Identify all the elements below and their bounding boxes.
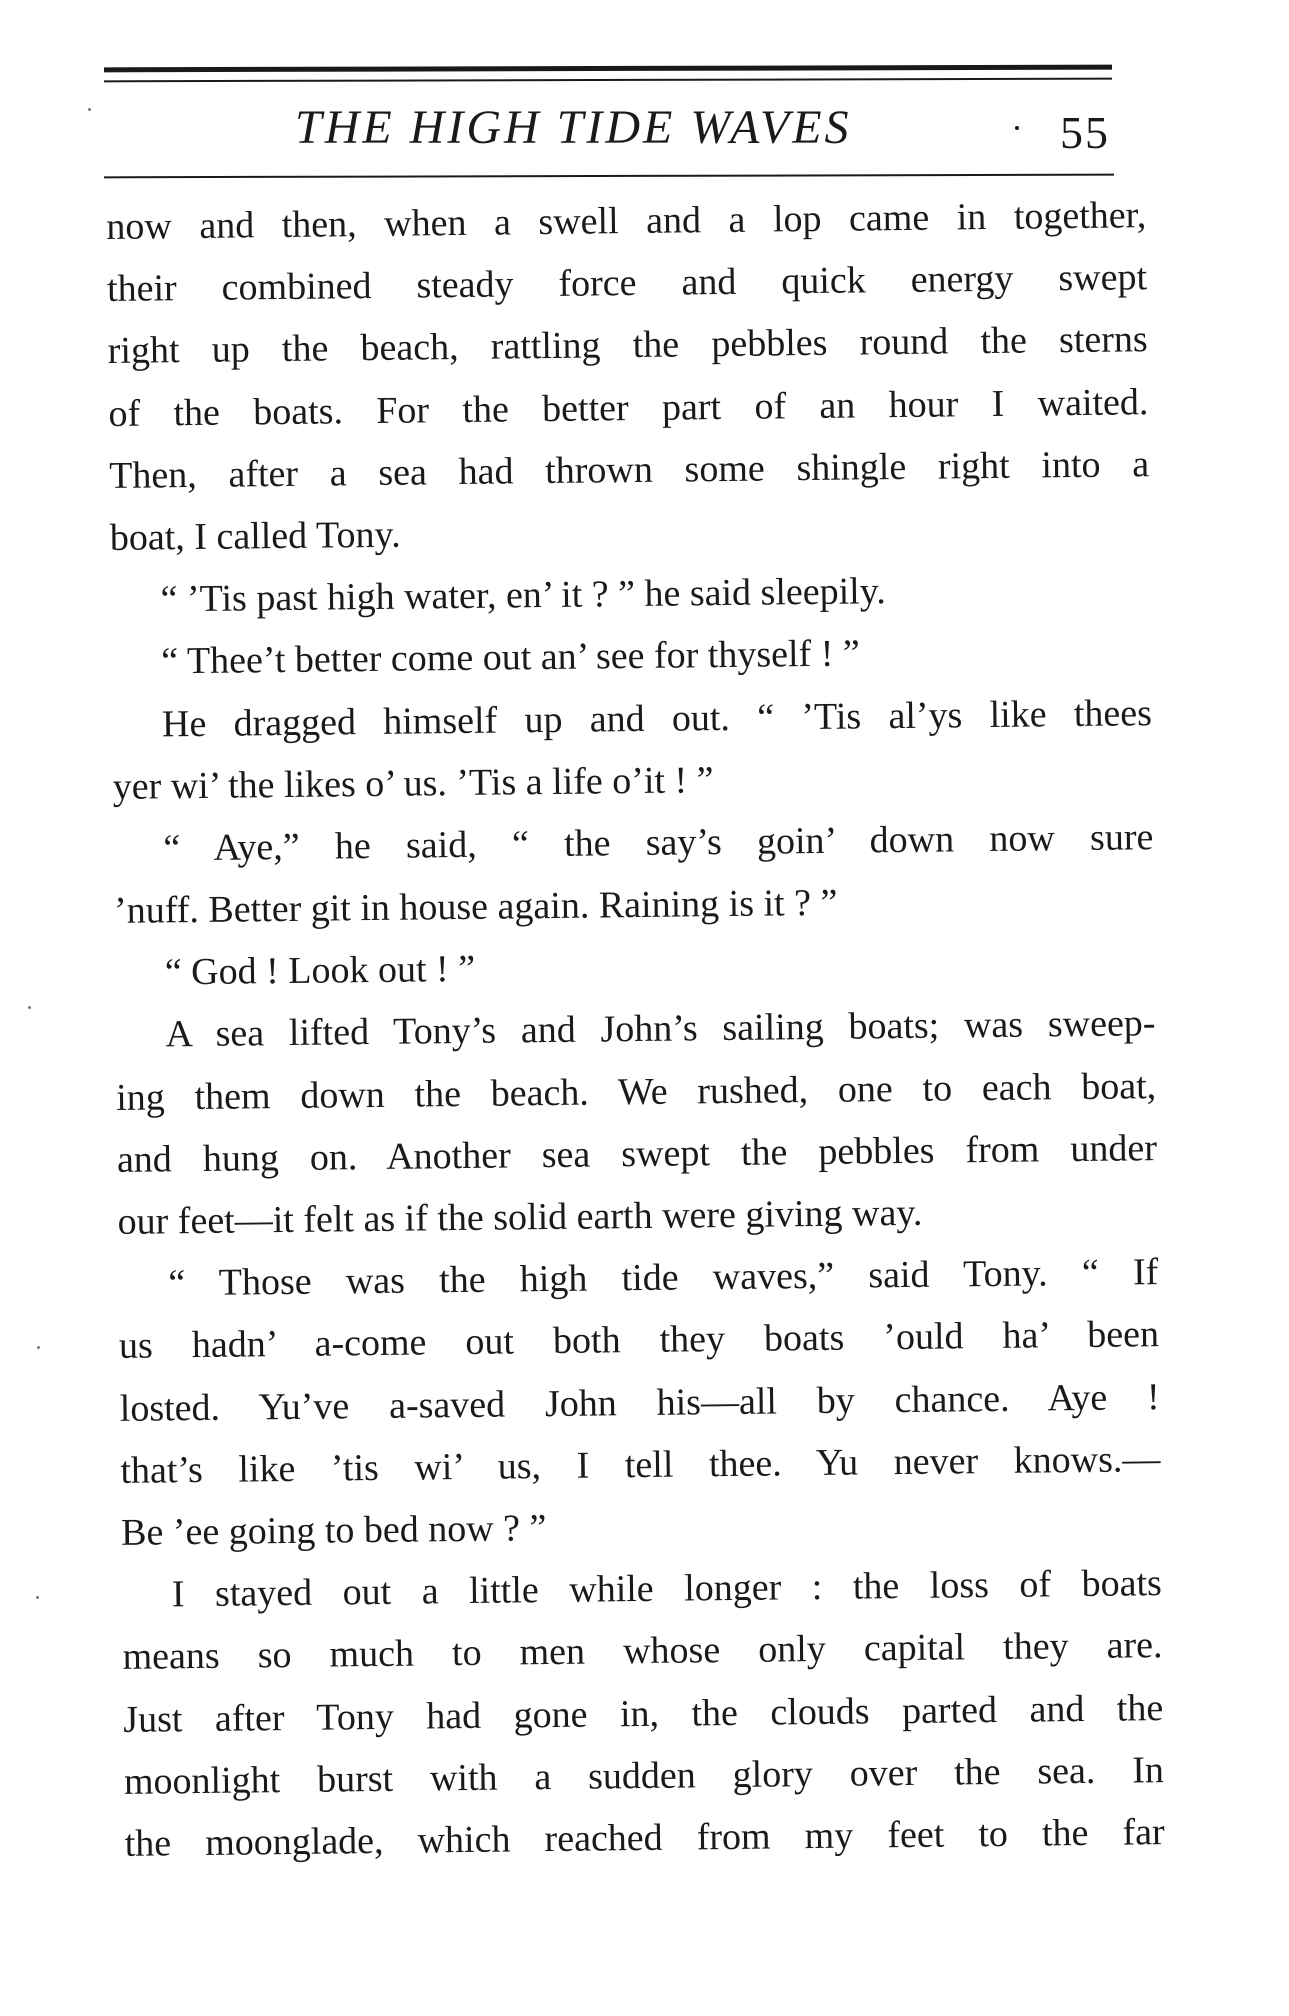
text-line — [108, 371, 1149, 445]
text-line — [107, 246, 1148, 320]
text-line-content: Just after Tony had gone in, the clouds parted and the — [123, 1686, 1164, 1741]
text-line — [111, 619, 1152, 693]
text-line-content: ing them down the beach. We rushed, one to each boat, — [115, 1064, 1157, 1119]
text-line-content: losted. Yu’ve a-saved John his—all by chance. Aye ! — [119, 1375, 1160, 1430]
text-line — [119, 1304, 1160, 1378]
text-line — [117, 1179, 1158, 1253]
text-line — [110, 495, 1151, 569]
text-line-content: moonlight burst with a sudden glory over the sea. In — [123, 1748, 1165, 1803]
text-line — [115, 993, 1156, 1067]
text-line-content: “ Those was the high tide waves,” said Tony. “ If — [168, 1251, 1159, 1305]
text-line — [112, 744, 1153, 818]
text-line-content: I stayed out a little while longer : the loss of boats — [171, 1562, 1163, 1616]
text-line — [120, 1428, 1161, 1502]
text-line — [116, 1055, 1157, 1129]
text-line — [121, 1490, 1162, 1564]
text-line — [122, 1552, 1163, 1626]
body-text — [106, 184, 1165, 1875]
text-line-content: “ God ! Look out ! ” — [164, 948, 476, 994]
header-rule-thin — [104, 78, 1112, 83]
text-line — [117, 1117, 1158, 1191]
page-number: 55 — [1060, 107, 1110, 158]
text-line-content: us hadn’ a-come out both they boats ’ould ha’ been — [118, 1313, 1160, 1368]
text-line — [123, 1677, 1164, 1751]
text-line-content: Then, after a sea had thrown some shingle right into a — [108, 442, 1150, 497]
text-line — [119, 1366, 1160, 1440]
text-line — [106, 184, 1147, 258]
paper-speck — [28, 1006, 31, 1009]
text-line — [110, 557, 1151, 631]
text-line-content: boat, I called Tony. — [109, 513, 401, 559]
text-line-content: the moonglade, which reached from my feet to the far — [124, 1810, 1165, 1865]
text-line-content: that’s like ’tis wi’ us, I tell thee. Yu never knows.— — [120, 1437, 1161, 1492]
text-line-content: their combined steady force and quick energy swept — [106, 256, 1148, 311]
text-line-content: Be ’ee going to bed now ? ” — [120, 1507, 547, 1554]
text-line-content: “ Aye,” he said, “ the say’s goin’ down now sure — [163, 816, 1154, 870]
text-line-content: and hung on. Another sea swept the pebbles from under — [116, 1126, 1158, 1181]
text-line — [114, 868, 1155, 942]
text-line-content: yer wi’ the likes o’ us. ’Tis a life o’it ! ” — [112, 758, 714, 808]
paper-speck — [36, 1596, 39, 1599]
text-line-content: He dragged himself up and out. “ ’Tis al’ys like thees — [161, 691, 1153, 745]
text-line — [112, 682, 1153, 756]
text-line-content: ’nuff. Better git in house again. Raining is it ? ” — [113, 881, 838, 933]
text-line — [124, 1801, 1165, 1875]
text-line-content: our feet—it felt as if the solid earth were giving way. — [117, 1191, 923, 1243]
text-line — [107, 309, 1148, 383]
text-line-content: means so much to men whose only capital they are. — [122, 1624, 1163, 1679]
text-line — [122, 1614, 1163, 1688]
text-line-content: of the boats. For the better part of an hour I waited. — [108, 380, 1149, 435]
paper-speck — [88, 108, 91, 111]
header-rule-thick — [104, 65, 1112, 73]
text-line — [114, 930, 1155, 1004]
text-line — [109, 433, 1150, 507]
text-line-content: “ Thee’t better come out an’ see for thyself ! ” — [161, 632, 860, 683]
text-line-content: right up the beach, rattling the pebbles round the sterns — [107, 318, 1148, 373]
text-line — [113, 806, 1154, 880]
header-rule-under — [104, 174, 1114, 179]
text-line-content: now and then, when a swell and a lop came in together, — [106, 194, 1147, 248]
text-line-content: “ ’Tis past high water, en’ it ? ” he said sleepily. — [160, 570, 887, 621]
header-dot — [1015, 126, 1019, 130]
text-line-content: A sea lifted Tony’s and John’s sailing boats; was sweep- — [165, 1002, 1156, 1056]
running-title: THE HIGH TIDE WAVES — [295, 101, 852, 154]
text-line — [124, 1739, 1165, 1813]
paper-speck — [37, 1346, 40, 1349]
text-line — [118, 1241, 1159, 1315]
